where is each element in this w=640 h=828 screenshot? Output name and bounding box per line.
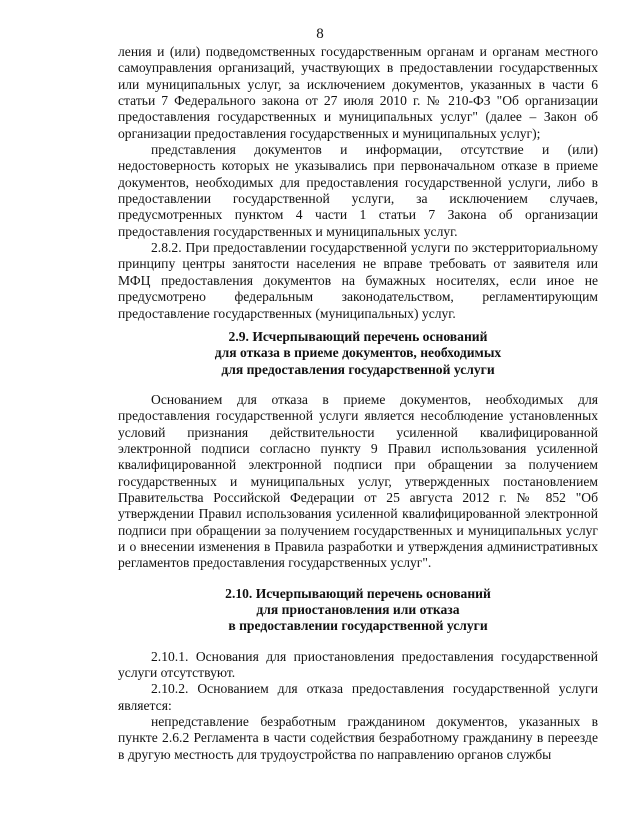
heading-line: в предоставлении государственной услуги: [228, 618, 488, 634]
section-2-9-heading: [118, 329, 598, 378]
paragraph-documents-info: представления документов и информации, отсутствие и (или) недостоверность которых не указывались при первоначальном отказе в приеме документов, необходимых для предоставления государственной услуги, либо в предоставлении государственной услуги, за исключением случаев, предусмотренных пунктом 4 части 1 статьи 7 Закона об организации предоставления государственных и муниципальных услуг.: [118, 142, 598, 239]
heading-line: 2.9. Исчерпывающий перечень оснований: [228, 328, 488, 344]
paragraph-refusal-reason: непредставление безработным гражданином документов, указанных в пункте 2.6.2 Регламента в части содействия безработному гражданину в переезде в другую местность для трудоустройства по направлению органов службы: [118, 714, 598, 762]
document-body: [118, 44, 598, 763]
heading-line: для отказа в приеме документов, необходимых: [214, 345, 502, 361]
section-2-10-heading: [118, 586, 598, 635]
paragraph-continuation: ления и (или) подведомственных государственным органам и органам местного самоуправления организаций, участвующих в предоставлении государственных или муниципальных услуг, за исключением документов, указанных в части 6 статьи 7 Федерального закона от 27 июля 2010 г. № 210-ФЗ "Об организации предоставления государственных и муниципальных услуг" (далее – Закон об организации предоставления государственных и муниципальных услуг);: [118, 44, 598, 141]
heading-line: 2.10. Исчерпывающий перечень оснований: [225, 585, 491, 601]
paragraph-2-9-text: Основанием для отказа в приеме документов, необходимых для предоставления государственной услуги является несоблюдение установленных условий признания действительности усиленной квалифицированной электронной подписи согласно пункту 9 Правил использования усиленной квалифицированной электронной подписи при обращении за получением государственных и муниципальных услуг, утвержденных постановлением Правительства Российской Федерации от 25 августа 2012 г. № 852 "Об утверждении Правил использования усиленной квалифицированной электронной подписи при обращении за получением государственных и муниципальных услуг и о внесении изменения в Правила разработки и утверждения административных регламентов предоставления государственных услуг".: [118, 391, 598, 571]
paragraph-2-10-2: 2.10.2. Основанием для отказа предоставления государственной услуги является:: [118, 681, 598, 713]
heading-line: для предоставления государственной услуги: [221, 361, 495, 377]
paragraph-2-8-2: 2.8.2. При предоставлении государственной услуги по экстерриториальному принципу центры занятости населения не вправе требовать от заявителя или МФЦ предоставления документов на бумажных носителях, если иное не предусмотрено федеральным законодательством, регламентирующим предоставление государственных (муниципальных) услуг.: [118, 240, 598, 321]
paragraph-2-10-1: 2.10.1. Основания для приостановления предоставления государственной услуги отсутствуют.: [118, 648, 598, 681]
heading-line: для приостановления или отказа: [256, 602, 460, 617]
page-number: 8: [316, 26, 324, 42]
